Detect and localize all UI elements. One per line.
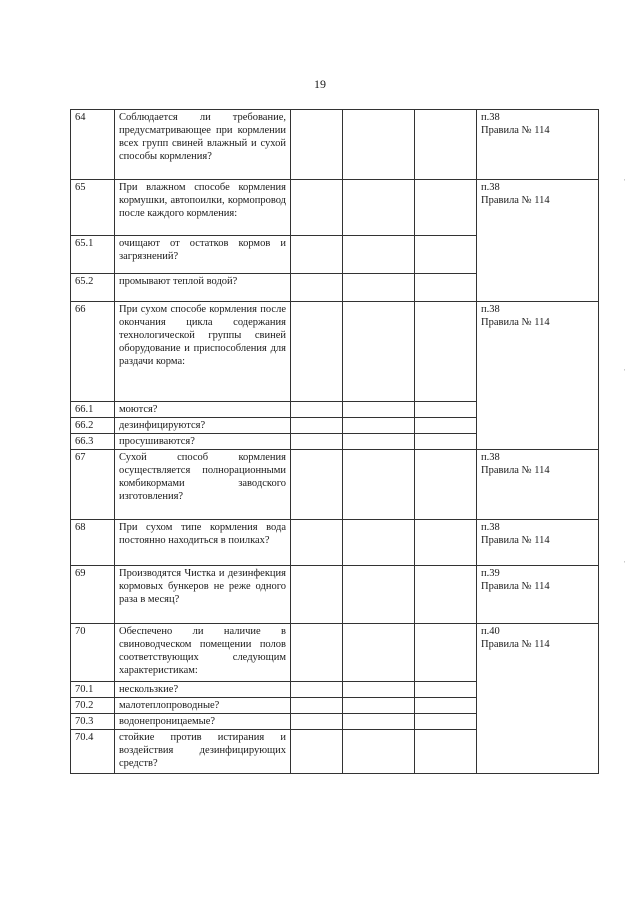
legal-reference: п.38 Правила № 114 bbox=[477, 450, 599, 520]
answer-cell-na[interactable] bbox=[415, 302, 477, 402]
answer-cell-na[interactable] bbox=[415, 714, 477, 730]
answer-cell-na[interactable] bbox=[415, 402, 477, 418]
item-number: 66.3 bbox=[71, 434, 115, 450]
answer-cell-yes[interactable] bbox=[291, 274, 343, 302]
answer-cell-no[interactable] bbox=[343, 682, 415, 698]
item-number: 66.2 bbox=[71, 418, 115, 434]
margin-mark: ˈ bbox=[623, 178, 626, 187]
answer-cell-na[interactable] bbox=[415, 236, 477, 274]
item-number: 67 bbox=[71, 450, 115, 520]
question-text: промывают теплой водой? bbox=[115, 274, 291, 302]
question-text: Сухой способ кормления осуществляется полнорационными комбикормами заводского изготовления? bbox=[115, 450, 291, 520]
answer-cell-no[interactable] bbox=[343, 434, 415, 450]
margin-mark: ˈ bbox=[623, 560, 626, 569]
answer-cell-no[interactable] bbox=[343, 274, 415, 302]
question-text: Производятся Чистка и дезинфекция кормовых бункеров не реже одного раза в месяц? bbox=[115, 566, 291, 624]
item-number: 70.2 bbox=[71, 698, 115, 714]
question-text: нескользкие? bbox=[115, 682, 291, 698]
item-number: 65.1 bbox=[71, 236, 115, 274]
answer-cell-no[interactable] bbox=[343, 714, 415, 730]
table-row bbox=[71, 450, 599, 520]
answer-cell-na[interactable] bbox=[415, 180, 477, 236]
item-number: 66.1 bbox=[71, 402, 115, 418]
item-number: 70.3 bbox=[71, 714, 115, 730]
answer-cell-yes[interactable] bbox=[291, 698, 343, 714]
answer-cell-yes[interactable] bbox=[291, 434, 343, 450]
question-text: При влажном способе кормления кормушки, автопоилки, кормопровод после каждого кормления: bbox=[115, 180, 291, 236]
legal-reference: п.38 Правила № 114 bbox=[477, 520, 599, 566]
answer-cell-na[interactable] bbox=[415, 682, 477, 698]
item-number: 70.4 bbox=[71, 730, 115, 774]
answer-cell-yes[interactable] bbox=[291, 566, 343, 624]
answer-cell-no[interactable] bbox=[343, 402, 415, 418]
answer-cell-na[interactable] bbox=[415, 624, 477, 682]
answer-cell-na[interactable] bbox=[415, 274, 477, 302]
answer-cell-yes[interactable] bbox=[291, 180, 343, 236]
answer-cell-na[interactable] bbox=[415, 698, 477, 714]
answer-cell-yes[interactable] bbox=[291, 302, 343, 402]
answer-cell-yes[interactable] bbox=[291, 682, 343, 698]
page-number: 19 bbox=[314, 77, 326, 91]
legal-reference: п.40 Правила № 114 bbox=[477, 624, 599, 774]
answer-cell-na[interactable] bbox=[415, 450, 477, 520]
answer-cell-na[interactable] bbox=[415, 110, 477, 180]
question-text: При сухом способе кормления после окончания цикла содержания технологической группы свиней оборудование и приспособления для раздачи корма: bbox=[115, 302, 291, 402]
question-text: просушиваются? bbox=[115, 434, 291, 450]
answer-cell-no[interactable] bbox=[343, 624, 415, 682]
answer-cell-na[interactable] bbox=[415, 418, 477, 434]
item-number: 69 bbox=[71, 566, 115, 624]
answer-cell-na[interactable] bbox=[415, 520, 477, 566]
legal-reference: п.39 Правила № 114 bbox=[477, 566, 599, 624]
answer-cell-yes[interactable] bbox=[291, 730, 343, 774]
item-number: 70.1 bbox=[71, 682, 115, 698]
question-text: При сухом типе кормления вода постоянно находиться в поилках? bbox=[115, 520, 291, 566]
answer-cell-no[interactable] bbox=[343, 236, 415, 274]
question-text: моются? bbox=[115, 402, 291, 418]
question-text: дезинфицируются? bbox=[115, 418, 291, 434]
answer-cell-yes[interactable] bbox=[291, 236, 343, 274]
answer-cell-no[interactable] bbox=[343, 302, 415, 402]
item-number: 68 bbox=[71, 520, 115, 566]
answer-cell-yes[interactable] bbox=[291, 624, 343, 682]
answer-cell-no[interactable] bbox=[343, 520, 415, 566]
table-row bbox=[71, 624, 599, 682]
legal-reference: п.38 Правила № 114 bbox=[477, 302, 599, 450]
table-row bbox=[71, 180, 599, 236]
item-number: 66 bbox=[71, 302, 115, 402]
item-number: 65.2 bbox=[71, 274, 115, 302]
question-text: очищают от остатков кормов и загрязнений? bbox=[115, 236, 291, 274]
question-text: стойкие против истирания и воздействия дезинфицирующих средств? bbox=[115, 730, 291, 774]
answer-cell-no[interactable] bbox=[343, 110, 415, 180]
item-number: 65 bbox=[71, 180, 115, 236]
answer-cell-no[interactable] bbox=[343, 730, 415, 774]
answer-cell-yes[interactable] bbox=[291, 418, 343, 434]
answer-cell-yes[interactable] bbox=[291, 450, 343, 520]
answer-cell-na[interactable] bbox=[415, 434, 477, 450]
item-number: 70 bbox=[71, 624, 115, 682]
legal-reference: п.38 Правила № 114 bbox=[477, 180, 599, 302]
answer-cell-yes[interactable] bbox=[291, 520, 343, 566]
question-text: водонепроницаемые? bbox=[115, 714, 291, 730]
answer-cell-na[interactable] bbox=[415, 566, 477, 624]
question-text: Обеспечено ли наличие в свиноводческом помещении полов соответствующих следующим характеристикам: bbox=[115, 624, 291, 682]
margin-mark: ˈ bbox=[623, 368, 626, 377]
table-row bbox=[71, 110, 599, 180]
answer-cell-yes[interactable] bbox=[291, 110, 343, 180]
answer-cell-no[interactable] bbox=[343, 566, 415, 624]
question-text: малотеплопроводные? bbox=[115, 698, 291, 714]
answer-cell-na[interactable] bbox=[415, 730, 477, 774]
question-text: Соблюдается ли требование, предусматривающее при кормлении всех групп свиней влажный и сухой способы кормления? bbox=[115, 110, 291, 180]
item-number: 64 bbox=[71, 110, 115, 180]
checklist-table bbox=[70, 109, 599, 774]
answer-cell-no[interactable] bbox=[343, 418, 415, 434]
table-row bbox=[71, 566, 599, 624]
answer-cell-no[interactable] bbox=[343, 698, 415, 714]
legal-reference: п.38 Правила № 114 bbox=[477, 110, 599, 180]
answer-cell-no[interactable] bbox=[343, 180, 415, 236]
table-row bbox=[71, 302, 599, 402]
answer-cell-no[interactable] bbox=[343, 450, 415, 520]
answer-cell-yes[interactable] bbox=[291, 402, 343, 418]
table-row bbox=[71, 520, 599, 566]
answer-cell-yes[interactable] bbox=[291, 714, 343, 730]
